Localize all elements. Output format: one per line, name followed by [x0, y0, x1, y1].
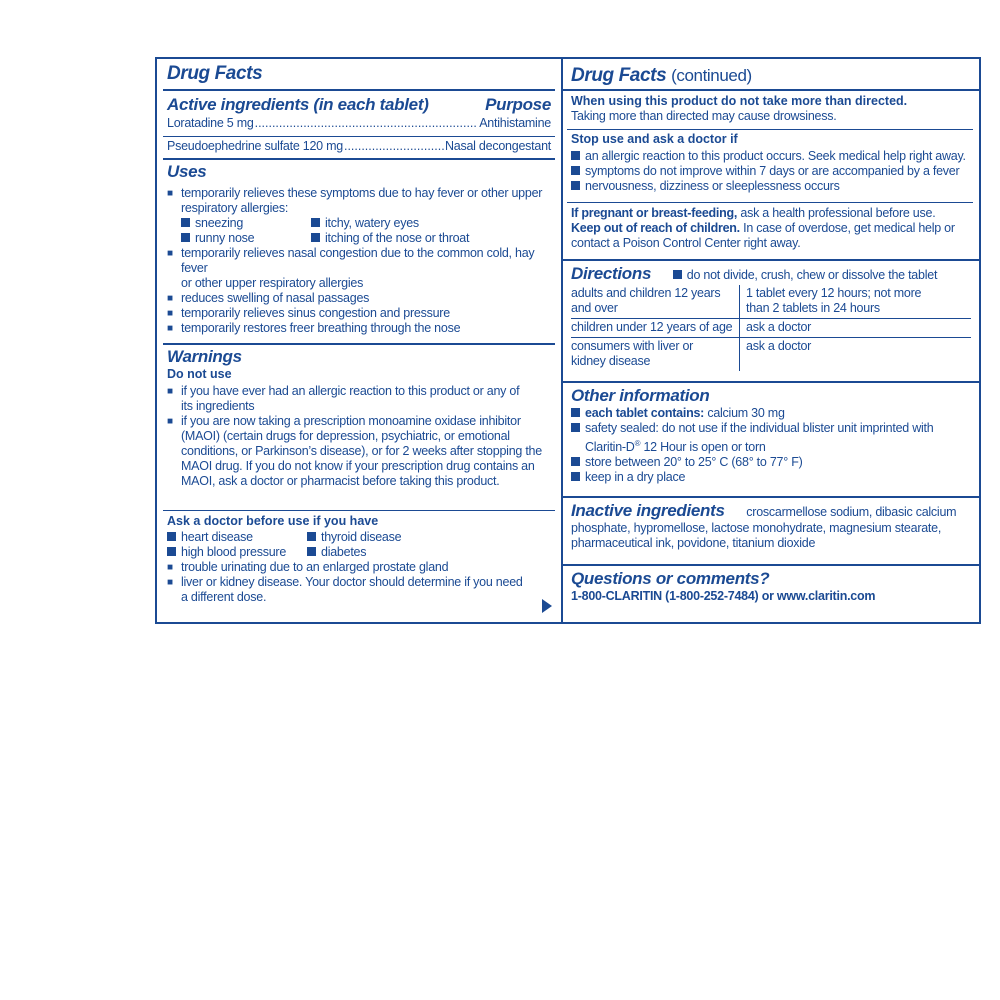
- continued-label: (continued): [671, 66, 752, 85]
- divider: [163, 136, 555, 137]
- other-info-item: store between 20° to 25° C (68° to 77° F): [571, 455, 973, 470]
- when-using-section: [561, 94, 979, 124]
- stop-use-heading: Stop use and ask a doctor if: [571, 132, 738, 146]
- when-using-heading: When using this product do not take more than directed.: [571, 94, 908, 108]
- ingredient-name: Loratadine 5 mg: [167, 116, 254, 130]
- uses-item: ■ temporarily restores freer breathing through the nose: [167, 321, 553, 336]
- pregnant-heading: If pregnant or breast-feeding,: [571, 206, 738, 220]
- ingredient-name: Pseudoephedrine sulfate 120 mg: [167, 139, 343, 153]
- ingredient-row-2: [157, 139, 561, 154]
- drug-facts-continued-title: Drug Facts: [571, 65, 667, 86]
- drug-facts-continued-section: [561, 65, 979, 87]
- questions-contact: 1-800-CLARITIN (1-800-252-7484) or www.claritin.com: [571, 589, 876, 603]
- divider: [561, 496, 979, 498]
- uses-heading: Uses: [167, 162, 207, 181]
- ingredient-purpose: Antihistamine: [479, 116, 551, 130]
- divider: [163, 510, 555, 511]
- do-not-use-heading: Do not use: [167, 367, 232, 381]
- uses-item: ■ reduces swelling of nasal passages: [167, 291, 553, 306]
- warnings-section: Warnings Do not use ■ if you have ever had an allergic reaction to this product or any of its ingredients ■ if you are now taking a prescription monoamine oxidase inhibitor (MAOI) (certain drugs for depression, psychiatric, or emotional conditions, or Parkinson’s disease), or for 2 weeks after stopping the MAOI drug. If you do not know if your prescription drug contains an MAOI, ask a doctor or pharmacist before taking this product.: [157, 347, 561, 489]
- warning-item: ■ if you have ever had an allergic reaction to this product or any of: [167, 384, 553, 399]
- warning-item: ■ if you are now taking a prescription monoamine oxidase inhibitor: [167, 414, 553, 429]
- leader-dots: [255, 116, 479, 131]
- directions-note: do not divide, crush, chew or dissolve the tablet: [673, 268, 937, 282]
- other-info-item: each tablet contains: calcium 30 mg: [571, 406, 973, 421]
- symptom-item: runny nose: [181, 231, 311, 246]
- condition-item: heart disease: [167, 530, 307, 545]
- stop-use-item: symptoms do not improve within 7 days or are accompanied by a fever: [571, 164, 973, 179]
- active-ingredients-heading: Active ingredients (in each tablet): [167, 95, 429, 114]
- when-using-text: Taking more than directed may cause drowsiness.: [571, 109, 837, 123]
- inactive-ingredients-section: Inactive ingredients croscarmellose sodium, dibasic calcium phosphate, hypromellose, lactose monohydrate, magnesium stearate, pharmaceutical ink, povidone, titanium dioxide: [571, 501, 957, 550]
- condition-item: thyroid disease: [307, 530, 401, 545]
- questions-section: [561, 569, 979, 604]
- left-column: [157, 59, 563, 622]
- ask-doctor-heading: Ask a doctor before use if you have: [167, 514, 379, 528]
- uses-item: ■ temporarily relieves nasal congestion due to the common cold, hay fever: [167, 246, 553, 276]
- directions-table: [571, 285, 971, 371]
- divider: [163, 89, 555, 91]
- symptom-item: itchy, watery eyes: [311, 216, 419, 231]
- stop-use-item: nervousness, dizziness or sleeplessness occurs: [571, 179, 973, 194]
- condition-item: high blood pressure: [167, 545, 307, 560]
- directions-row: consumers with liver or kidney disease ask a doctor: [571, 337, 971, 371]
- uses-item: ■ temporarily relieves sinus congestion and pressure: [167, 306, 553, 321]
- drug-facts-title: Drug Facts: [167, 63, 263, 84]
- directions-section: [561, 264, 979, 284]
- divider: [163, 343, 555, 345]
- ingredient-row: [167, 116, 551, 131]
- condition-item: diabetes: [307, 545, 366, 560]
- continue-arrow-icon: [542, 599, 552, 613]
- directions-row: adults and children 12 years and over 1 tablet every 12 hours; not more than 2 tablets in 24 hours: [571, 285, 971, 318]
- divider: [163, 158, 555, 160]
- divider: [567, 202, 973, 203]
- uses-item: ■ temporarily relieves these symptoms due to hay fever or other upper: [167, 186, 553, 201]
- leader-dots: [344, 139, 444, 154]
- questions-heading: Questions or comments?: [571, 569, 770, 588]
- directions-heading: Directions: [571, 264, 652, 283]
- divider: [561, 89, 979, 91]
- pregnant-section: If pregnant or breast-feeding, ask a health professional before use. Keep out of reach of children. In case of overdose, get medical help or contact a Poison Control Center right away.: [571, 206, 955, 250]
- active-ingredients-section: [157, 95, 561, 131]
- condition-item: ■ liver or kidney disease. Your doctor should determine if you need: [167, 575, 553, 590]
- uses-section: Uses ■ temporarily relieves these symptoms due to hay fever or other upper respiratory allergies: sneezing itchy, watery eyes runny nose itching of the nose or throat ■ temporarily relieves nasal congestion due to the common cold, hay fever or other upper respiratory allergies ■ reduces swelling of nasal passages ■ temporarily relieves sinus congestion and pressure ■ temporarily restores freer breathing through the nose: [157, 162, 561, 336]
- symptom-item: itching of the nose or throat: [311, 231, 469, 246]
- divider: [561, 259, 979, 261]
- warnings-heading: Warnings: [167, 347, 242, 366]
- other-information-heading: Other information: [571, 386, 710, 405]
- divider: [567, 129, 973, 130]
- drug-facts-title-section: [157, 63, 561, 85]
- divider: [561, 564, 979, 566]
- drug-facts-label: [155, 57, 981, 624]
- other-info-item: keep in a dry place: [571, 470, 973, 485]
- right-column: [561, 59, 979, 622]
- ask-doctor-section: Ask a doctor before use if you have heart disease thyroid disease high blood pressure diabetes ■ trouble urinating due to an enlarged prostate gland ■ liver or kidney disease. Your doctor should determine if you need a different dose.: [157, 514, 561, 605]
- directions-row: children under 12 years of age ask a doctor: [571, 318, 971, 337]
- purpose-heading: Purpose: [485, 95, 551, 114]
- symptom-item: sneezing: [181, 216, 311, 231]
- keep-out-heading: Keep out of reach of children.: [571, 221, 740, 235]
- divider: [561, 381, 979, 383]
- ingredient-purpose: Nasal decongestant: [445, 139, 551, 153]
- other-information-section: Other information each tablet contains: calcium 30 mg safety sealed: do not use if the individual blister unit imprinted with Claritin-D® 12 Hour is open or torn store between 20° to 25° C (68° to 77° F) keep in a dry place: [561, 386, 979, 485]
- other-info-item: safety sealed: do not use if the individual blister unit imprinted with: [571, 421, 973, 436]
- inactive-ingredients-heading: Inactive ingredients: [571, 501, 725, 520]
- stop-use-item: an allergic reaction to this product occurs. Seek medical help right away.: [571, 149, 973, 164]
- condition-item: ■ trouble urinating due to an enlarged prostate gland: [167, 560, 553, 575]
- stop-use-section: [561, 132, 979, 194]
